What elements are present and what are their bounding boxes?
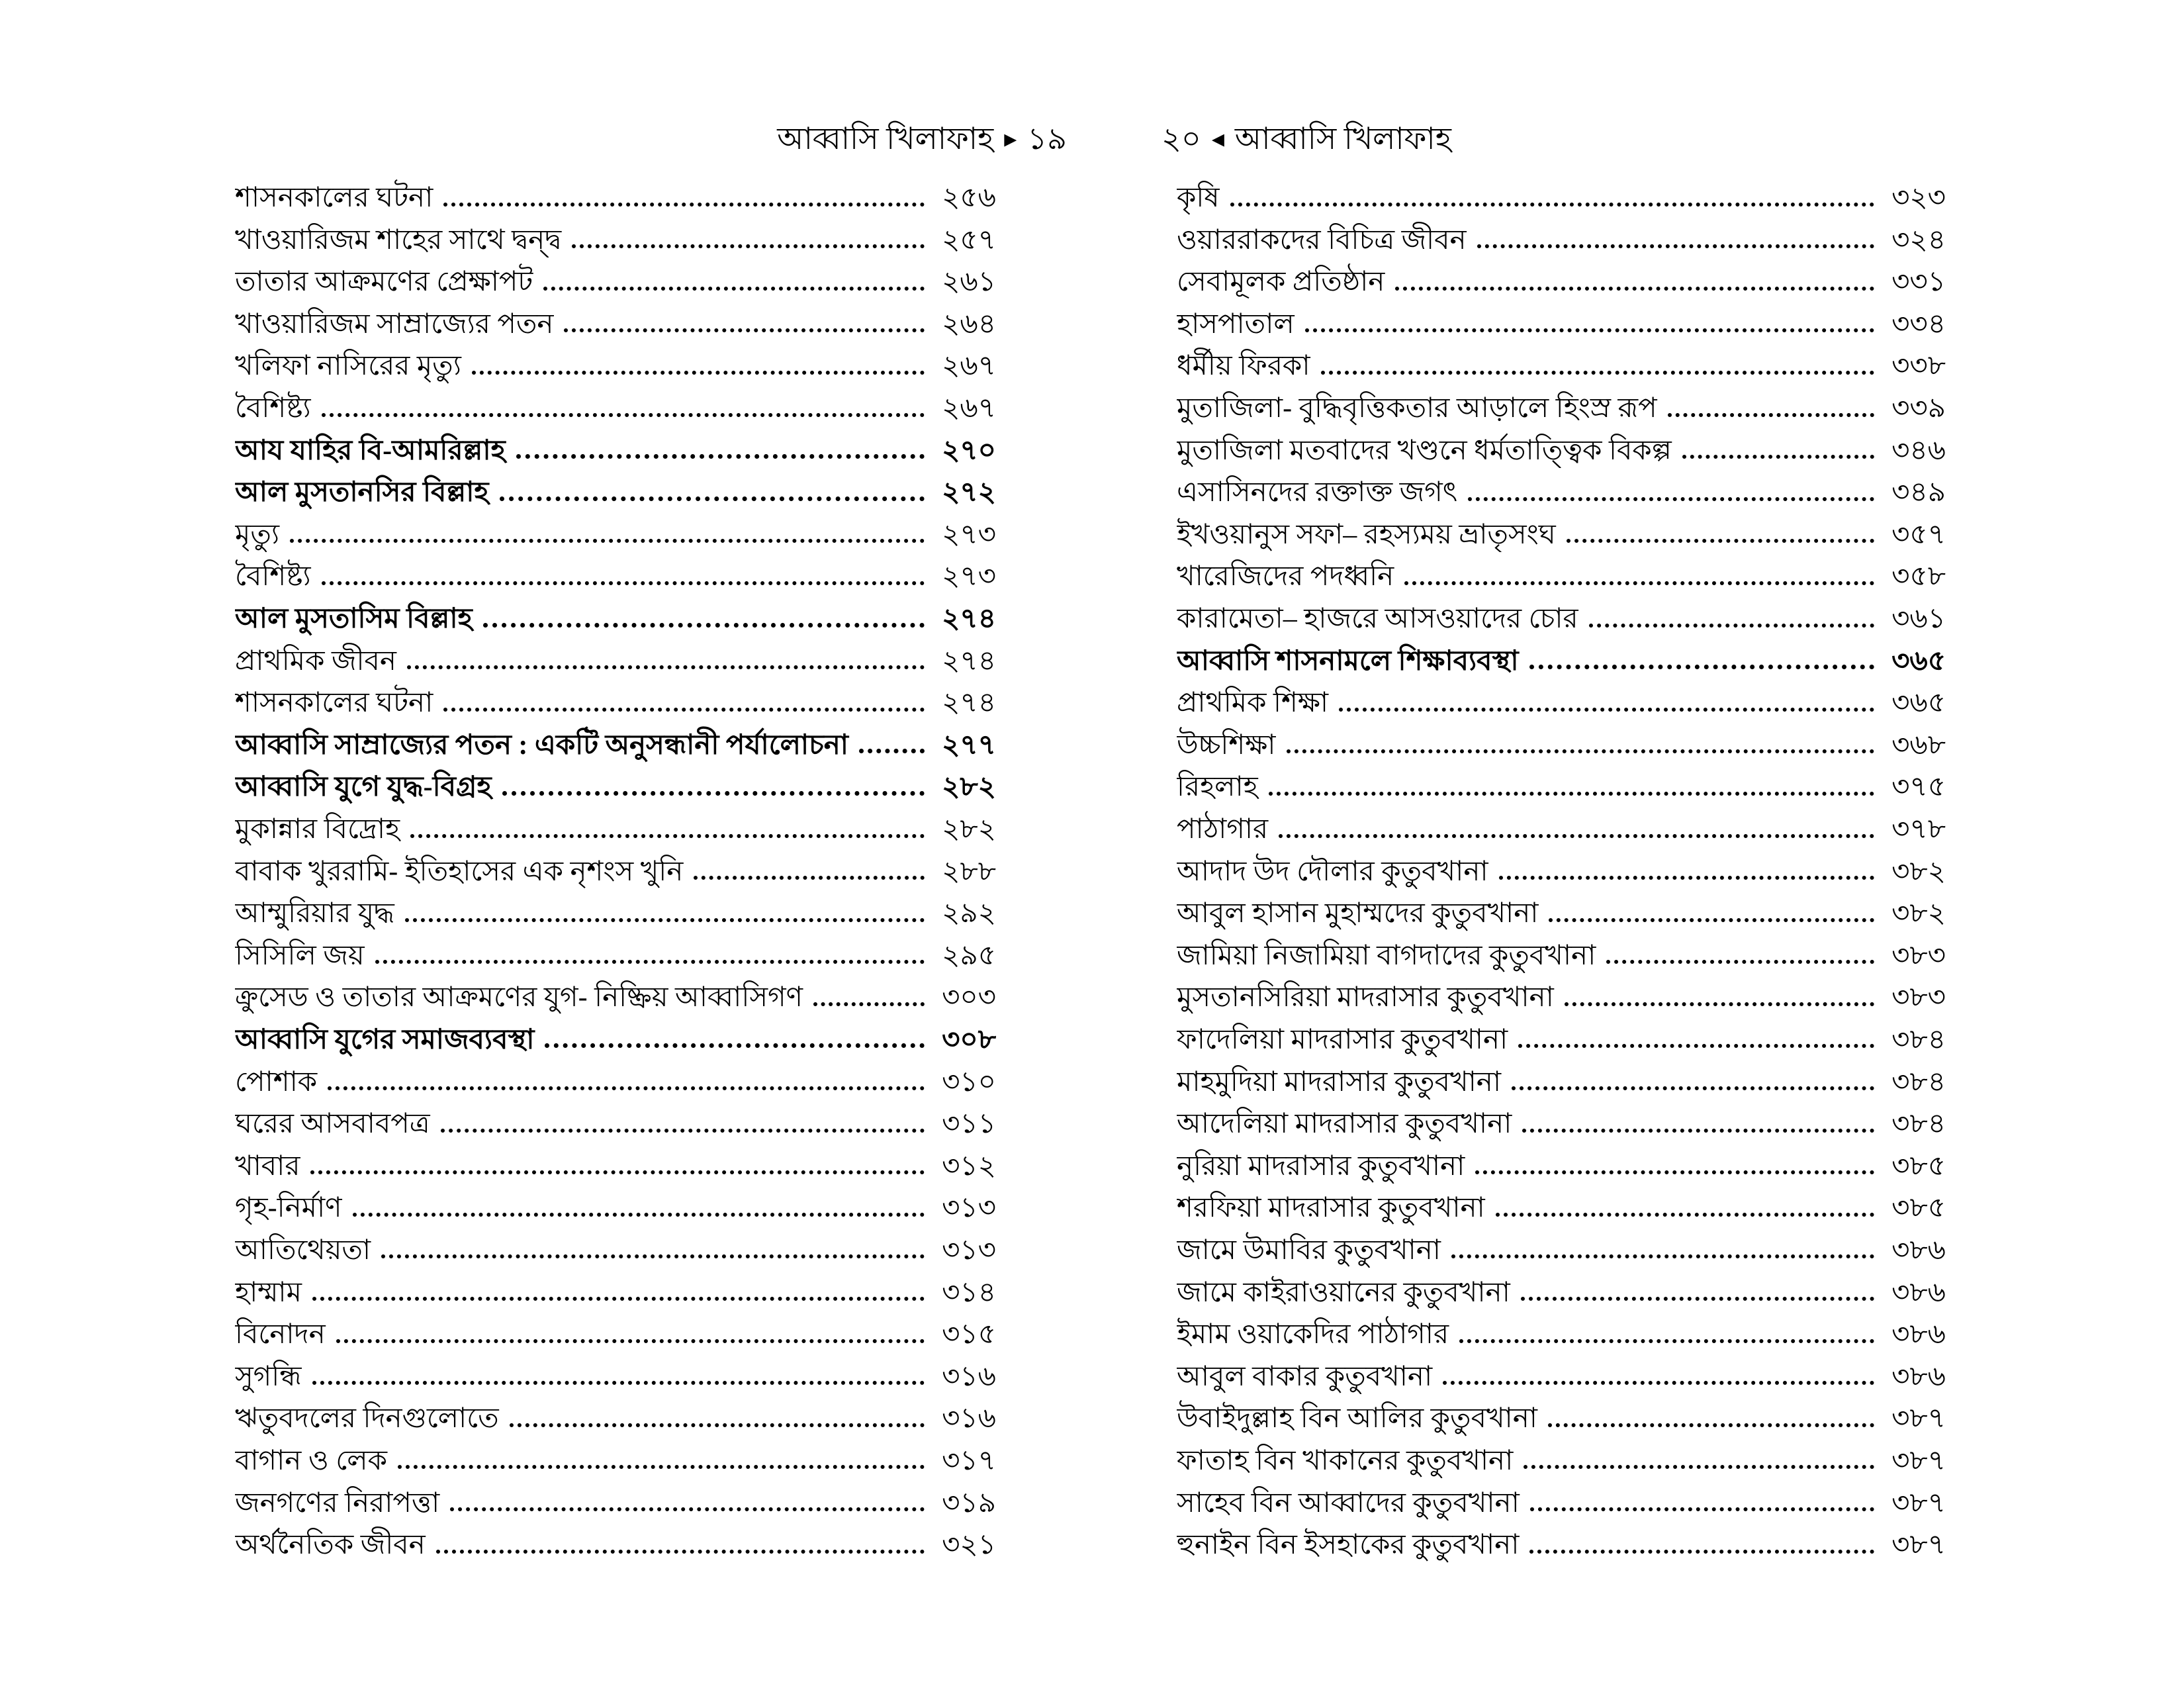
toc-entry-title: ওয়াররাকদের বিচিত্র জীবন (1177, 224, 1467, 256)
toc-entry (1177, 1100, 1946, 1142)
toc-entry-title: মুতাজিলা- বুদ্ধিবৃত্তিকতার আড়ালে হিংস্র রূপ (1177, 393, 1657, 424)
dot-leader (1529, 1550, 1874, 1554)
dot-leader (381, 1254, 925, 1258)
toc-entry-page-number: ২৭৩ (942, 519, 996, 550)
toc-entry-page-number: ২৭৪ (942, 604, 996, 635)
toc-entry-title: মৃত্যু (235, 519, 280, 550)
toc-entry-page-number: ২৭২ (942, 477, 996, 508)
toc-entry-page-number: ২৯২ (942, 898, 996, 929)
toc-entry (1177, 973, 1946, 1015)
toc-entry-page-number: ৩৪৯ (1891, 477, 1946, 508)
toc-entry (1177, 426, 1946, 469)
toc-entry-title: তাতার আক্রমণের প্রেক্ষাপট (235, 267, 533, 298)
toc-entry (235, 1521, 996, 1563)
toc-entry-page-number: ৩১৬ (942, 1403, 996, 1434)
toc-entry (1177, 510, 1946, 553)
dot-leader (1287, 749, 1875, 753)
dot-leader (1477, 244, 1874, 248)
toc-entry (235, 468, 996, 510)
dot-leader (694, 876, 925, 880)
right-page-header (1161, 119, 1451, 159)
dot-leader (483, 623, 925, 628)
dot-leader (322, 413, 925, 417)
toc-entry-page-number: ২৬৭ (942, 393, 996, 424)
toc-entry (1177, 1352, 1946, 1395)
toc-entry-title: রিহলাহ (1177, 772, 1258, 803)
dot-leader (322, 581, 925, 585)
toc-entry-page-number: ২৭৭ (942, 729, 996, 761)
dot-leader (1682, 455, 1874, 459)
right-toc-list (1177, 173, 1946, 1563)
dot-leader (859, 749, 925, 753)
dot-leader (1606, 960, 1874, 964)
toc-entry (235, 1310, 996, 1352)
toc-entry (235, 1268, 996, 1310)
right-header-book-title: আব্বাসি খিলাফাহ (1234, 122, 1451, 156)
toc-entry-page-number: ৩৮৭ (1891, 1487, 1946, 1519)
toc-entry-page-number: ৩৮২ (1891, 898, 1946, 929)
dot-leader (398, 1465, 925, 1469)
dot-leader (1451, 1254, 1874, 1258)
toc-entry-title: ফাদেলিয়া মাদরাসার কুতুবখানা (1177, 1024, 1508, 1055)
toc-entry (235, 1184, 996, 1226)
toc-entry (235, 384, 996, 426)
toc-entry-title: আল মুসতাসিম বিল্লাহ (235, 604, 473, 635)
toc-entry-title: বাবাক খুররামি- ইতিহাসের এক নৃশংস খুনি (235, 856, 684, 887)
toc-entry (1177, 384, 1946, 426)
dot-leader (1496, 1213, 1874, 1217)
toc-entry-title: আদাদ উদ দৌলার কুতুবখানা (1177, 856, 1488, 887)
toc-entry-page-number: ৩৬৫ (1891, 688, 1946, 719)
dot-leader (1404, 581, 1874, 585)
toc-entry-title: খাওয়ারিজম সাম্রাজ্যের পতন (235, 308, 554, 340)
toc-entry-title: বৈশিষ্ট্য (235, 393, 311, 424)
dot-leader (1269, 792, 1874, 796)
toc-entry-title: বৈশিষ্ট্য (235, 561, 311, 592)
toc-entry-title: কারামেতা– হাজরে আসওয়াদের চোর (1177, 604, 1578, 635)
toc-entry (1177, 931, 1946, 974)
right-header-page-number: ২০ (1161, 122, 1201, 156)
toc-entry (235, 258, 996, 300)
toc-entry (235, 637, 996, 679)
toc-entry-title: পোশাক (235, 1066, 318, 1098)
toc-entry-page-number: ৩৮৭ (1891, 1530, 1946, 1561)
dot-leader (1459, 1339, 1874, 1343)
toc-entry-page-number: ৩৬১ (1891, 604, 1946, 635)
toc-entry-title: ঘরের আসবাবপত্র (235, 1109, 430, 1140)
toc-entry (1177, 258, 1946, 300)
left-toc-list (235, 173, 996, 1563)
toc-entry-page-number: ২৭০ (942, 435, 996, 466)
toc-entry-title: আবুল বাকার কুতুবখানা (1177, 1361, 1433, 1392)
toc-entry-title: কৃষি (1177, 183, 1220, 214)
toc-entry (235, 1015, 996, 1058)
toc-entry (1177, 1057, 1946, 1100)
toc-entry-title: হাম্মাম (235, 1277, 302, 1308)
dot-leader (545, 1043, 925, 1048)
toc-entry (235, 889, 996, 931)
dot-leader (1524, 1465, 1874, 1469)
toc-entry-page-number: ৩৮২ (1891, 856, 1946, 887)
toc-entry-title: ইমাম ওয়াকেদির পাঠাগার (1177, 1319, 1449, 1350)
dot-leader (1279, 834, 1874, 838)
toc-entry (235, 847, 996, 890)
toc-entry-page-number: ৩৭৫ (1891, 772, 1946, 803)
toc-entry-page-number: ৩৮৪ (1891, 1066, 1946, 1098)
toc-entry (1177, 594, 1946, 637)
dot-leader (436, 1550, 925, 1554)
toc-entry-page-number: ৩২৪ (1891, 224, 1946, 256)
toc-entry-page-number: ৩৬৫ (1891, 645, 1946, 677)
left-header-book-title: আব্বাসি খিলাফাহ (777, 122, 994, 156)
toc-entry-page-number: ৩২১ (942, 1530, 996, 1561)
toc-entry (235, 1226, 996, 1268)
toc-entry-title: আল মুসতানসির বিল্লাহ (235, 477, 489, 508)
toc-entry-page-number: ৩৮৪ (1891, 1024, 1946, 1055)
toc-entry-page-number: ৩১৩ (942, 1193, 996, 1224)
toc-entry-page-number: ৩১৯ (942, 1487, 996, 1519)
dot-leader (1321, 371, 1875, 375)
toc-entry-page-number: ৩৪৬ (1891, 435, 1946, 466)
toc-entry-page-number: ৩৫৭ (1891, 519, 1946, 550)
toc-entry-page-number: ৩৮৬ (1891, 1319, 1946, 1350)
dot-leader (328, 1086, 925, 1090)
dot-leader (1668, 413, 1874, 417)
toc-entry-title: খাবার (235, 1150, 300, 1182)
toc-entry (235, 1142, 996, 1184)
toc-entry (235, 931, 996, 974)
toc-entry (1177, 1268, 1946, 1310)
toc-entry-title: প্রাথমিক জীবন (235, 645, 396, 677)
toc-entry-page-number: ৩৮৬ (1891, 1277, 1946, 1308)
toc-entry-page-number: ৩১০ (942, 1066, 996, 1098)
toc-entry-page-number: ৩১৭ (942, 1445, 996, 1476)
dot-leader (1305, 328, 1874, 332)
toc-entry (235, 679, 996, 721)
toc-entry (1177, 468, 1946, 510)
dot-leader (813, 1002, 925, 1006)
toc-entry-title: মাহমুদিয়া মাদরাসার কুতুবখানা (1177, 1066, 1502, 1098)
dot-leader (1567, 539, 1874, 543)
toc-entry (1177, 173, 1946, 216)
toc-entry (1177, 300, 1946, 342)
toc-entry-title: মুতাজিলা মতবাদের খণ্ডনে ধর্মতাত্ত্বিক বিকল্প (1177, 435, 1672, 466)
toc-entry (1177, 1226, 1946, 1268)
dot-leader (1230, 203, 1874, 207)
dot-leader (1395, 287, 1874, 291)
dot-leader (1529, 665, 1874, 669)
dot-leader (1339, 708, 1874, 712)
dot-leader (290, 539, 925, 543)
dot-leader (1518, 1044, 1874, 1048)
right-header-ornament-icon: ◂ (1211, 125, 1224, 153)
dot-leader (1565, 1002, 1874, 1006)
toc-entry-page-number: ৩৮৫ (1891, 1193, 1946, 1224)
toc-entry-title: সুগন্ধি (235, 1361, 302, 1392)
toc-entry-title: শরফিয়া মাদরাসার কুতুবখানা (1177, 1193, 1485, 1224)
dot-leader (407, 665, 925, 669)
toc-entry-title: আদেলিয়া মাদরাসার কুতুবখানা (1177, 1109, 1512, 1140)
toc-entry-page-number: ২৮২ (942, 772, 996, 803)
toc-entry-title: উচ্চশিক্ষা (1177, 729, 1276, 761)
toc-entry (1177, 552, 1946, 594)
toc-entry (235, 1352, 996, 1395)
toc-entry-title: ক্রুসেড ও তাতার আক্রমণের যুগ- নিষ্ক্রিয় আব্বাসিগণ (235, 982, 803, 1013)
dot-leader (500, 496, 925, 501)
dot-leader (443, 708, 925, 712)
toc-entry-page-number: ২৬৭ (942, 351, 996, 382)
toc-entry-page-number: ২৭৪ (942, 645, 996, 677)
toc-entry-title: মুকান্নার বিদ্রোহ (235, 814, 400, 845)
toc-entry-page-number: ৩৮৪ (1891, 1109, 1946, 1140)
dot-leader (1499, 876, 1874, 880)
dot-leader (1468, 497, 1874, 501)
toc-entry (235, 1100, 996, 1142)
toc-entry-page-number: ৩৩১ (1891, 267, 1946, 298)
toc-entry (1177, 847, 1946, 890)
toc-entry-title: ফাতাহ বিন খাকানের কুতুবখানা (1177, 1445, 1514, 1476)
toc-entry (1177, 1184, 1946, 1226)
toc-entry (235, 426, 996, 469)
toc-entry-title: এসাসিনদের রক্তাক্ত জগৎ (1177, 477, 1458, 508)
dot-leader (375, 960, 925, 964)
left-header-page-number: ১৯ (1027, 122, 1067, 156)
toc-entry (235, 510, 996, 553)
toc-entry (1177, 1436, 1946, 1479)
toc-entry (1177, 216, 1946, 258)
dot-leader (564, 328, 925, 332)
dot-leader (543, 287, 925, 291)
toc-entry-title: ধর্মীয় ফিরকা (1177, 351, 1310, 382)
dot-leader (472, 371, 925, 375)
dot-leader (353, 1213, 925, 1217)
toc-entry-page-number: ৩৮৫ (1891, 1150, 1946, 1182)
toc-entry (235, 594, 996, 637)
toc-entry-title: সেবামূলক প্রতিষ্ঠান (1177, 267, 1385, 298)
toc-entry-title: প্রাথমিক শিক্ষা (1177, 688, 1329, 719)
toc-entry-page-number: ৩২৩ (1891, 183, 1946, 214)
toc-entry (1177, 1015, 1946, 1058)
toc-entry-title: বাগান ও লেক (235, 1445, 387, 1476)
dot-leader (510, 1423, 925, 1427)
toc-entry-title: খারেজিদের পদধ্বনি (1177, 561, 1394, 592)
toc-entry-page-number: ২৮৮ (942, 856, 996, 887)
toc-entry-title: নুরিয়া মাদরাসার কুতুবখানা (1177, 1150, 1465, 1182)
dot-leader (443, 203, 925, 207)
toc-entry-title: আব্বাসি যুগের সমাজব্যবস্থা (235, 1024, 535, 1055)
toc-entry-title: হুনাইন বিন ইসহাকের কুতুবখানা (1177, 1530, 1520, 1561)
toc-entry-title: আব্বাসি শাসনামলে শিক্ষাব্যবস্থা (1177, 645, 1519, 677)
toc-entry-page-number: ৩৮৬ (1891, 1235, 1946, 1266)
toc-entry-title: হাসপাতাল (1177, 308, 1295, 340)
toc-entry-title: আতিথেয়তা (235, 1235, 371, 1266)
toc-entry (1177, 342, 1946, 384)
toc-entry-page-number: ২৭৩ (942, 561, 996, 592)
toc-entry-page-number: ২৬৪ (942, 308, 996, 340)
dot-leader (1549, 918, 1874, 922)
toc-entry-title: ইখওয়ানুস সফা– রহস্যময় ভ্রাতৃসংঘ (1177, 519, 1556, 550)
toc-entry-page-number: ২৭৪ (942, 688, 996, 719)
toc-entry (1177, 1521, 1946, 1563)
dot-leader (502, 791, 925, 796)
toc-entry-title: বিনোদন (235, 1319, 326, 1350)
toc-entry-page-number: ৩৭৮ (1891, 814, 1946, 845)
toc-entry-page-number: ৩০৮ (942, 1024, 996, 1055)
toc-entry-page-number: ৩১২ (942, 1150, 996, 1182)
toc-entry (235, 1478, 996, 1521)
toc-entry-page-number: ৩৬৮ (1891, 729, 1946, 761)
toc-entry-page-number: ৩৫৮ (1891, 561, 1946, 592)
toc-entry-title: জামিয়া নিজামিয়া বাগদাদের কুতুবখানা (1177, 940, 1596, 971)
toc-entry (1177, 1142, 1946, 1184)
toc-entry-title: শাসনকালের ঘটনা (235, 688, 433, 719)
toc-entry-title: খাওয়ারিজম শাহের সাথে দ্বন্দ্ব (235, 224, 562, 256)
toc-entry-title: গৃহ-নির্মাণ (235, 1193, 342, 1224)
toc-entry (235, 342, 996, 384)
toc-entry (1177, 763, 1946, 805)
toc-entry-title: খলিফা নাসিরের মৃত্যু (235, 351, 461, 382)
toc-entry (1177, 637, 1946, 679)
toc-entry-page-number: ২৫৭ (942, 224, 996, 256)
toc-entry-title: শাসনকালের ঘটনা (235, 183, 433, 214)
toc-entry-page-number: ২৫৬ (942, 183, 996, 214)
toc-entry-page-number: ৩৮৬ (1891, 1361, 1946, 1392)
toc-entry (1177, 679, 1946, 721)
left-page-header (596, 119, 1067, 159)
toc-entry (1177, 1310, 1946, 1352)
toc-entry-page-number: ৩১৩ (942, 1235, 996, 1266)
toc-entry (235, 721, 996, 763)
toc-entry (235, 805, 996, 847)
toc-entry-title: সাহেব বিন আব্বাদের কুতুবখানা (1177, 1487, 1520, 1519)
dot-leader (1522, 1129, 1874, 1133)
left-header-ornament-icon: ▸ (1004, 125, 1017, 153)
dot-leader (1530, 1507, 1874, 1511)
toc-entry-title: আম্মুরিয়ার যুদ্ধ (235, 898, 394, 929)
dot-leader (1548, 1423, 1874, 1427)
toc-entry-title: জামে কাইরাওয়ানের কুতুবখানা (1177, 1277, 1510, 1308)
dot-leader (312, 1381, 925, 1385)
toc-entry-title: উবাইদুল্লাহ বিন আলির কুতুবখানা (1177, 1403, 1537, 1434)
toc-entry-page-number: ৩১১ (942, 1109, 996, 1140)
toc-entry-title: জামে উমাবির কুতুবখানা (1177, 1235, 1441, 1266)
dot-leader (1475, 1170, 1874, 1174)
toc-entry (235, 173, 996, 216)
toc-entry-page-number: ৩৮৭ (1891, 1403, 1946, 1434)
toc-entry (235, 1436, 996, 1479)
toc-entry-title: আব্বাসি যুগে যুদ্ধ-বিগ্রহ (235, 772, 492, 803)
toc-entry (235, 763, 996, 805)
toc-entry-page-number: ৩৩৯ (1891, 393, 1946, 424)
toc-entry-page-number: ৩১৪ (942, 1277, 996, 1308)
toc-entry-title: অর্থনৈতিক জীবন (235, 1530, 426, 1561)
dot-leader (410, 834, 925, 838)
toc-entry (235, 216, 996, 258)
toc-entry (235, 1057, 996, 1100)
toc-entry-page-number: ২৬১ (942, 267, 996, 298)
toc-entry (1177, 1478, 1946, 1521)
dot-leader (1521, 1297, 1874, 1301)
toc-entry (235, 552, 996, 594)
toc-entry (1177, 1394, 1946, 1436)
toc-entry-page-number: ২৮২ (942, 814, 996, 845)
toc-entry-title: জনগণের নিরাপত্তা (235, 1487, 440, 1519)
toc-entry-title: পাঠাগার (1177, 814, 1269, 845)
dot-leader (1443, 1381, 1874, 1385)
toc-entry-title: সিসিলি জয় (235, 940, 365, 971)
toc-entry-page-number: ৩৮৩ (1891, 982, 1946, 1013)
toc-entry-title: আব্বাসি সাম্রাজ্যের পতন : একটি অনুসন্ধানী পর্যালোচনা (235, 729, 848, 761)
toc-entry-page-number: ৩৮৩ (1891, 940, 1946, 971)
toc-entry (235, 1394, 996, 1436)
dot-leader (312, 1297, 925, 1301)
toc-entry-title: আয যাহির বি-আমরিল্লাহ (235, 435, 506, 466)
toc-entry-page-number: ৩৮৭ (1891, 1445, 1946, 1476)
toc-entry-page-number: ৩১৬ (942, 1361, 996, 1392)
dot-leader (1512, 1086, 1874, 1090)
toc-entry-page-number: ২৯৫ (942, 940, 996, 971)
dot-leader (572, 244, 925, 248)
toc-entry-title: ঋতুবদলের দিনগুলোতে (235, 1403, 499, 1434)
toc-entry-page-number: ৩৩৮ (1891, 351, 1946, 382)
toc-entry-title: আবুল হাসান মুহাম্মদের কুতুবখানা (1177, 898, 1539, 929)
toc-entry-page-number: ৩৩৪ (1891, 308, 1946, 340)
dot-leader (336, 1339, 925, 1343)
toc-entry (1177, 721, 1946, 763)
dot-leader (441, 1129, 925, 1133)
toc-entry (1177, 805, 1946, 847)
dot-leader (1589, 624, 1874, 628)
dot-leader (450, 1507, 925, 1511)
dot-leader (405, 918, 925, 922)
toc-entry (1177, 889, 1946, 931)
toc-entry-page-number: ৩০৩ (942, 982, 996, 1013)
toc-entry-page-number: ৩১৫ (942, 1319, 996, 1350)
toc-entry-title: মুসতানসিরিয়া মাদরাসার কুতুবখানা (1177, 982, 1554, 1013)
toc-entry (235, 300, 996, 342)
toc-entry (235, 973, 996, 1015)
dot-leader (516, 454, 925, 459)
dot-leader (310, 1170, 925, 1174)
